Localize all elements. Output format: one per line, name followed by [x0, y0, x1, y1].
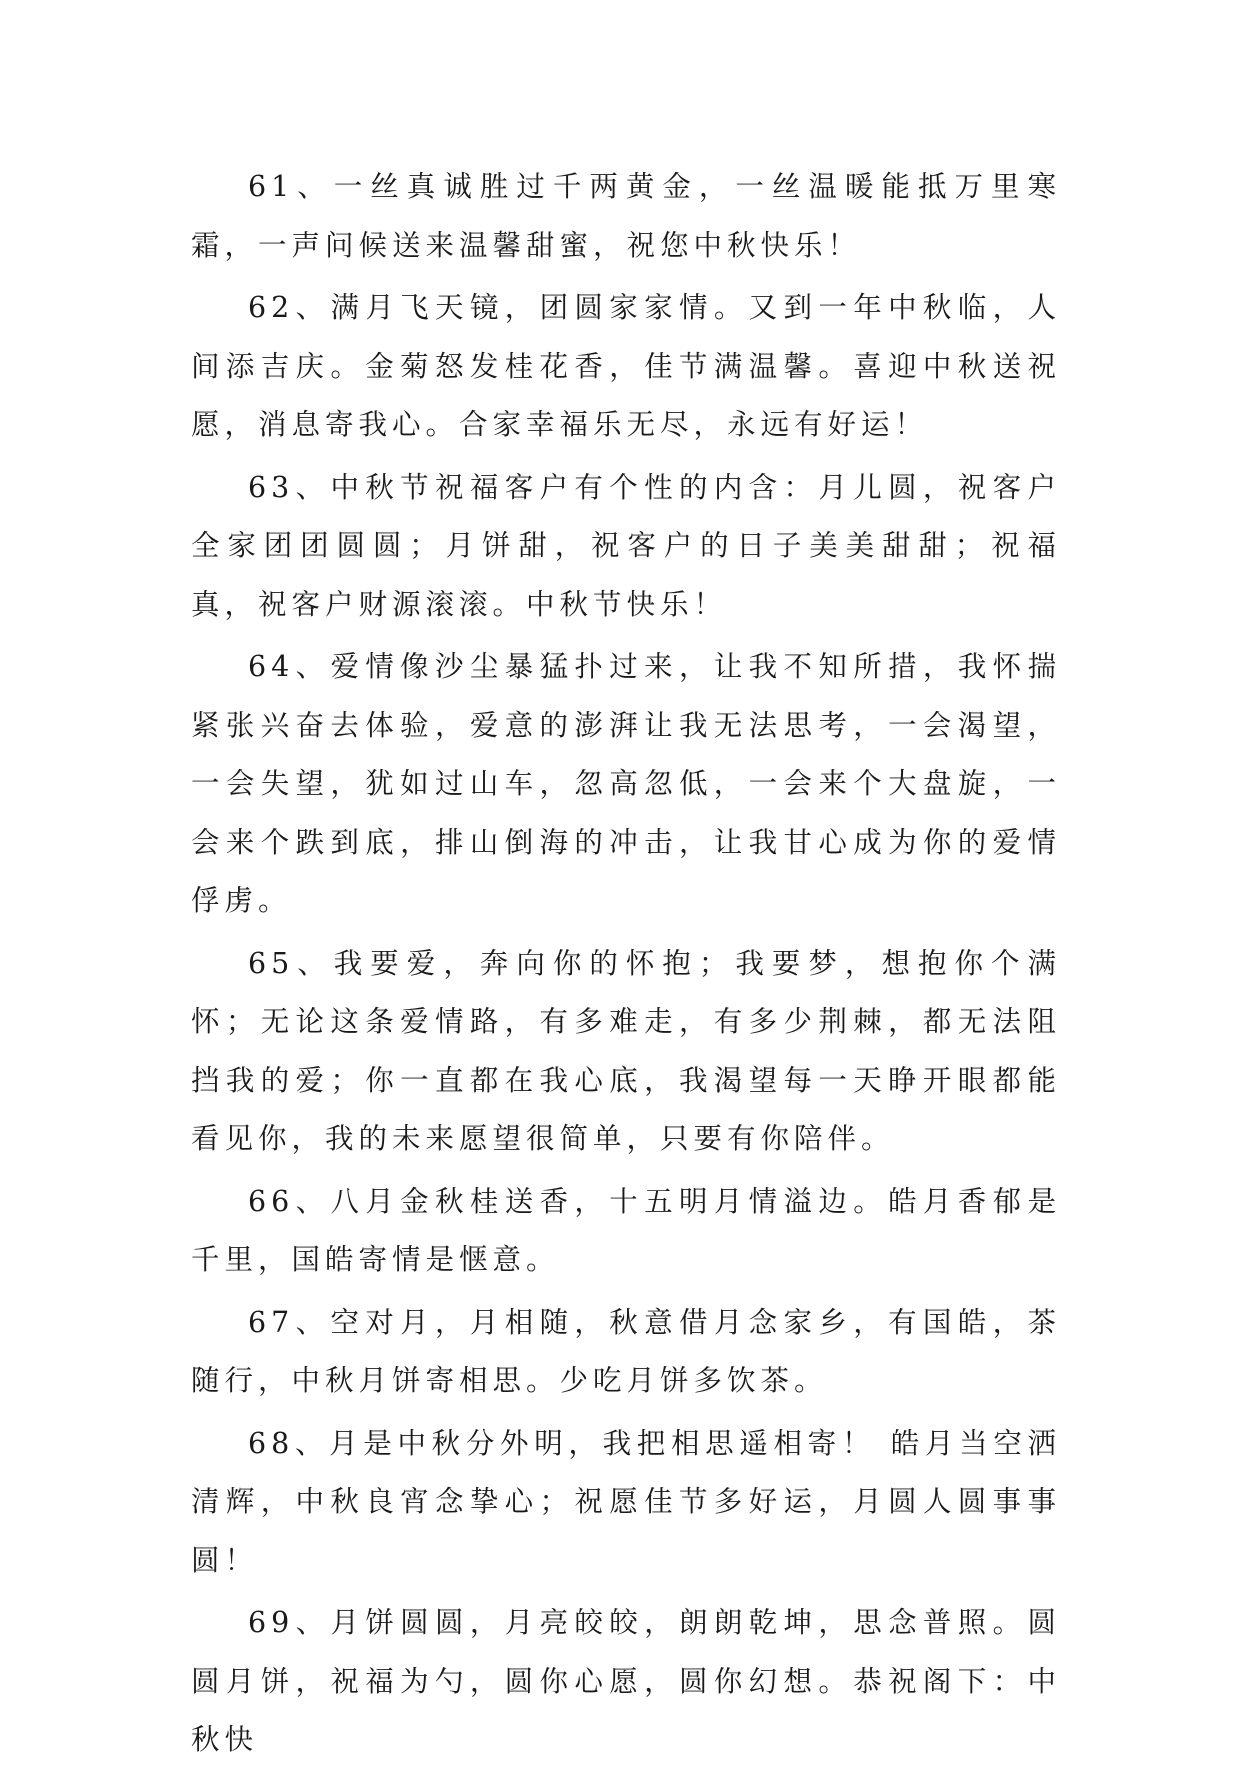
paragraph-63: 63、中秋节祝福客户有个性的内含：月儿圆，祝客户全家团团圆圆；月饼甜，祝客户的日子美美甜甜；祝福真，祝客户财源滚滚。中秋节快乐！ [191, 470, 1061, 621]
document-body [191, 158, 1061, 1774]
paragraph-66: 66、八月金秋桂送香，十五明月情溢边。皓月香郁是千里，国皓寄情是惬意。 [191, 1184, 1061, 1276]
paragraph-61: 61、一丝真诚胜过千两黄金，一丝温暖能抵万里寒霜，一声问候送来温馨甜蜜，祝您中秋快乐！ [191, 170, 1061, 262]
paragraph-62: 62、满月飞天镜，团圆家家情。又到一年中秋临，人间添吉庆。金菊怒发桂花香，佳节满温馨。喜迎中秋送祝愿，消息寄我心。合家幸福乐无尽，永远有好运！ [191, 291, 1061, 441]
paragraph-67: 67、空对月，月相随，秋意借月念家乡，有国皓，茶随行，中秋月饼寄相思。少吃月饼多饮茶。 [191, 1305, 1061, 1397]
paragraph-68: 68、月是中秋分外明，我把相思遥相寄！ 皓月当空洒清辉，中秋良宵念挚心；祝愿佳节多好运，月圆人圆事事圆！ [191, 1426, 1061, 1577]
paragraph-69: 69、月饼圆圆，月亮皎皎，朗朗乾坤，思念普照。圆圆月饼，祝福为勺，圆你心愿，圆你幻想。恭祝阁下：中秋快 [191, 1606, 1061, 1756]
paragraph-65: 65、我要爱，奔向你的怀抱；我要梦，想抱你个满怀；无论这条爱情路，有多难走，有多少荆棘，都无法阻挡我的爱；你一直都在我心底，我渴望每一天睁开眼都能看见你，我的未来愿望很简单，只要有你陪伴。 [191, 946, 1061, 1155]
paragraph-64: 64、爱情像沙尘暴猛扑过来，让我不知所措，我怀揣紧张兴奋去体验，爱意的澎湃让我无法思考，一会渴望，一会失望，犹如过山车，忽高忽低，一会来个大盘旋，一会来个跌到底，排山倒海的冲击，让我甘心成为你的爱情俘虏。 [191, 650, 1061, 917]
